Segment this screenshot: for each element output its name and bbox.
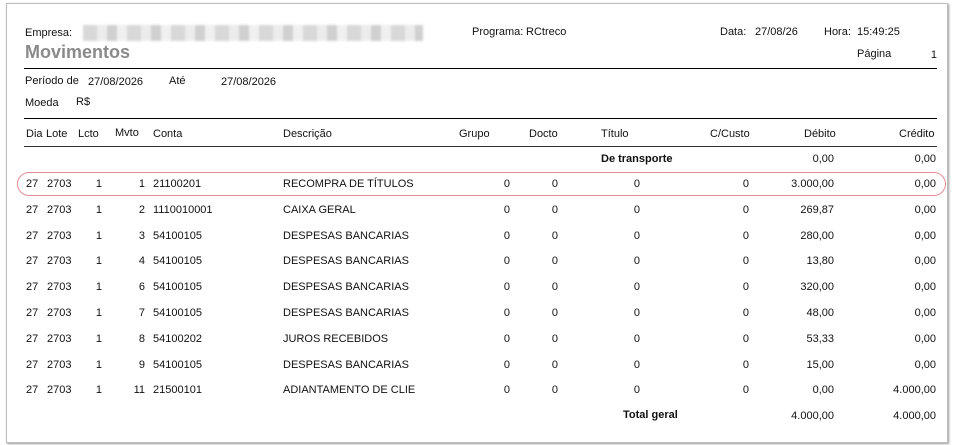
- cell-debito: 15,00: [806, 359, 834, 371]
- cell-dia: 27: [26, 178, 39, 190]
- cell-titulo: 0: [633, 307, 640, 319]
- table-row: [0, 333, 953, 351]
- cell-lote: 2703: [47, 178, 72, 190]
- cell-titulo: 0: [633, 178, 640, 190]
- cell-docto: 0: [551, 255, 558, 267]
- cell-grupo: 0: [503, 178, 510, 190]
- cell-docto: 0: [551, 281, 558, 293]
- col-header-conta: Conta: [153, 128, 183, 140]
- cell-credito: 4.000,00: [893, 384, 936, 396]
- cell-lote: 2703: [47, 359, 72, 371]
- cell-lcto: 1: [95, 384, 102, 396]
- cell-ccusto: 0: [742, 333, 749, 345]
- cell-mvto: 11: [133, 384, 145, 396]
- cell-descricao: DESPESAS BANCARIAS: [283, 255, 409, 267]
- col-header-lote: Lote: [46, 128, 68, 140]
- total-debito: 4.000,00: [791, 410, 834, 422]
- cell-grupo: 0: [503, 384, 510, 396]
- cell-dia: 27: [26, 230, 39, 242]
- cell-ccusto: 0: [742, 255, 749, 267]
- col-header-lcto: Lcto: [78, 128, 99, 140]
- cell-conta: 21500101: [153, 384, 202, 396]
- col-header-titulo: Título: [601, 128, 629, 140]
- total-label: Total geral: [623, 409, 678, 421]
- empresa-redacted-value: [83, 25, 423, 41]
- cell-credito: 0,00: [914, 307, 936, 319]
- cell-titulo: 0: [633, 255, 640, 267]
- cell-dia: 27: [26, 359, 39, 371]
- cell-ccusto: 0: [742, 281, 749, 293]
- cell-conta: 54100105: [153, 281, 202, 293]
- cell-descricao: DESPESAS BANCARIAS: [283, 359, 409, 371]
- transport-label: De transporte: [601, 153, 673, 165]
- cell-mvto: 3: [138, 230, 145, 242]
- total-credito: 4.000,00: [893, 410, 936, 422]
- programa-label: Programa:: [472, 26, 524, 38]
- cell-mvto: 6: [138, 281, 145, 293]
- cell-grupo: 0: [503, 230, 510, 242]
- header-divider: [24, 68, 937, 69]
- transport-credito: 0,00: [914, 153, 936, 165]
- col-header-docto: Docto: [529, 128, 558, 140]
- ate-label: Até: [169, 75, 186, 87]
- col-header-grupo: Grupo: [459, 128, 490, 140]
- table-row: [0, 178, 953, 196]
- cell-lote: 2703: [47, 204, 72, 216]
- cell-credito: 0,00: [914, 204, 936, 216]
- cell-debito: 269,87: [800, 204, 834, 216]
- cell-ccusto: 0: [742, 204, 749, 216]
- cell-mvto: 9: [138, 359, 145, 371]
- filters-divider: [24, 118, 937, 119]
- table-row: [0, 307, 953, 325]
- cell-mvto: 7: [138, 307, 145, 319]
- cell-credito: 0,00: [914, 230, 936, 242]
- cell-mvto: 2: [138, 204, 145, 216]
- cell-descricao: DESPESAS BANCARIAS: [283, 307, 409, 319]
- cell-ccusto: 0: [742, 307, 749, 319]
- cell-mvto: 1: [138, 178, 145, 190]
- cell-lote: 2703: [47, 255, 72, 267]
- cell-lcto: 1: [95, 281, 102, 293]
- cell-lote: 2703: [47, 281, 72, 293]
- table-row: [0, 359, 953, 377]
- cell-debito: 0,00: [812, 384, 834, 396]
- cell-lcto: 1: [95, 204, 102, 216]
- cell-grupo: 0: [503, 255, 510, 267]
- cell-grupo: 0: [503, 281, 510, 293]
- cell-conta: 54100105: [153, 230, 202, 242]
- table-row: [0, 281, 953, 299]
- cell-grupo: 0: [503, 307, 510, 319]
- cell-lcto: 1: [95, 359, 102, 371]
- cell-conta: 54100105: [153, 307, 202, 319]
- cell-conta: 21100201: [153, 178, 202, 190]
- table-row: [0, 230, 953, 248]
- cell-grupo: 0: [503, 333, 510, 345]
- cell-conta: 1110010001: [153, 204, 213, 216]
- cell-descricao: CAIXA GERAL: [283, 204, 356, 216]
- data-value: 27/08/26: [755, 26, 798, 38]
- cell-descricao: JUROS RECEBIDOS: [283, 333, 389, 345]
- pagina-value: 1: [930, 49, 937, 61]
- cell-conta: 54100105: [153, 359, 202, 371]
- cell-credito: 0,00: [914, 333, 936, 345]
- cell-mvto: 8: [138, 333, 145, 345]
- cell-lcto: 1: [95, 307, 102, 319]
- cell-titulo: 0: [633, 230, 640, 242]
- cell-descricao: ADIANTAMENTO DE CLIE: [283, 384, 416, 396]
- cell-lcto: 1: [95, 333, 102, 345]
- cell-credito: 0,00: [914, 255, 936, 267]
- cell-grupo: 0: [503, 359, 510, 371]
- cell-dia: 27: [26, 281, 39, 293]
- table-row: [0, 255, 953, 273]
- cell-credito: 0,00: [914, 359, 936, 371]
- cell-mvto: 4: [138, 255, 145, 267]
- cell-docto: 0: [551, 178, 558, 190]
- cell-lote: 2703: [47, 230, 72, 242]
- report-page: [6, 3, 948, 443]
- cell-credito: 0,00: [914, 281, 936, 293]
- moeda-label: Moeda: [25, 97, 59, 109]
- cell-dia: 27: [26, 384, 39, 396]
- cell-ccusto: 0: [742, 230, 749, 242]
- cell-lote: 2703: [47, 333, 72, 345]
- cell-debito: 13,80: [806, 255, 834, 267]
- col-header-mvto: Mvto: [115, 127, 139, 139]
- cell-conta: 54100202: [153, 333, 202, 345]
- col-header-credito: Crédito: [899, 128, 935, 140]
- cell-dia: 27: [26, 333, 39, 345]
- cell-titulo: 0: [633, 281, 640, 293]
- cell-lote: 2703: [47, 384, 72, 396]
- data-label: Data:: [720, 26, 747, 38]
- table-row: [0, 384, 953, 402]
- col-header-debito: Débito: [804, 128, 836, 140]
- cell-descricao: RECOMPRA DE TÍTULOS: [283, 178, 414, 190]
- pagina-label: Página: [857, 48, 892, 60]
- cell-titulo: 0: [633, 204, 640, 216]
- cell-lcto: 1: [95, 178, 102, 190]
- transport-debito: 0,00: [812, 153, 834, 165]
- hora-value: 15:49:25: [857, 26, 900, 38]
- cell-ccusto: 0: [742, 384, 749, 396]
- hora-label: Hora:: [824, 26, 851, 38]
- col-header-ccusto: C/Custo: [710, 128, 750, 140]
- report-title: Movimentos: [25, 42, 131, 62]
- cell-ccusto: 0: [742, 178, 749, 190]
- periodo-ate-value: 27/08/2026: [221, 76, 277, 88]
- programa-value: RCtreco: [526, 26, 567, 38]
- empresa-label: Empresa:: [25, 27, 73, 39]
- cell-lcto: 1: [95, 255, 102, 267]
- cell-docto: 0: [551, 384, 558, 396]
- cell-debito: 48,00: [806, 307, 834, 319]
- cell-lcto: 1: [95, 230, 102, 242]
- columns-divider: [24, 146, 937, 147]
- cell-credito: 0,00: [914, 178, 936, 190]
- cell-ccusto: 0: [742, 359, 749, 371]
- cell-debito: 280,00: [800, 230, 834, 242]
- cell-descricao: DESPESAS BANCARIAS: [283, 230, 409, 242]
- periodo-label: Período de: [25, 75, 79, 87]
- cell-dia: 27: [26, 255, 39, 267]
- periodo-de-value: 27/08/2026: [88, 76, 144, 88]
- cell-debito: 53,33: [806, 333, 834, 345]
- cell-dia: 27: [26, 204, 39, 216]
- cell-docto: 0: [551, 204, 558, 216]
- table-row: [0, 204, 953, 222]
- cell-dia: 27: [26, 307, 39, 319]
- cell-grupo: 0: [503, 204, 510, 216]
- cell-debito: 3.000,00: [791, 178, 834, 190]
- col-header-dia: Dia: [26, 128, 43, 140]
- cell-titulo: 0: [633, 333, 640, 345]
- cell-docto: 0: [551, 359, 558, 371]
- cell-lote: 2703: [47, 307, 72, 319]
- moeda-value: R$: [76, 96, 91, 108]
- cell-titulo: 0: [633, 384, 640, 396]
- cell-docto: 0: [551, 307, 558, 319]
- col-header-descricao: Descrição: [283, 128, 332, 140]
- cell-docto: 0: [551, 230, 558, 242]
- cell-conta: 54100105: [153, 255, 202, 267]
- cell-descricao: DESPESAS BANCARIAS: [283, 281, 409, 293]
- cell-docto: 0: [551, 333, 558, 345]
- cell-titulo: 0: [633, 359, 640, 371]
- cell-debito: 320,00: [800, 281, 834, 293]
